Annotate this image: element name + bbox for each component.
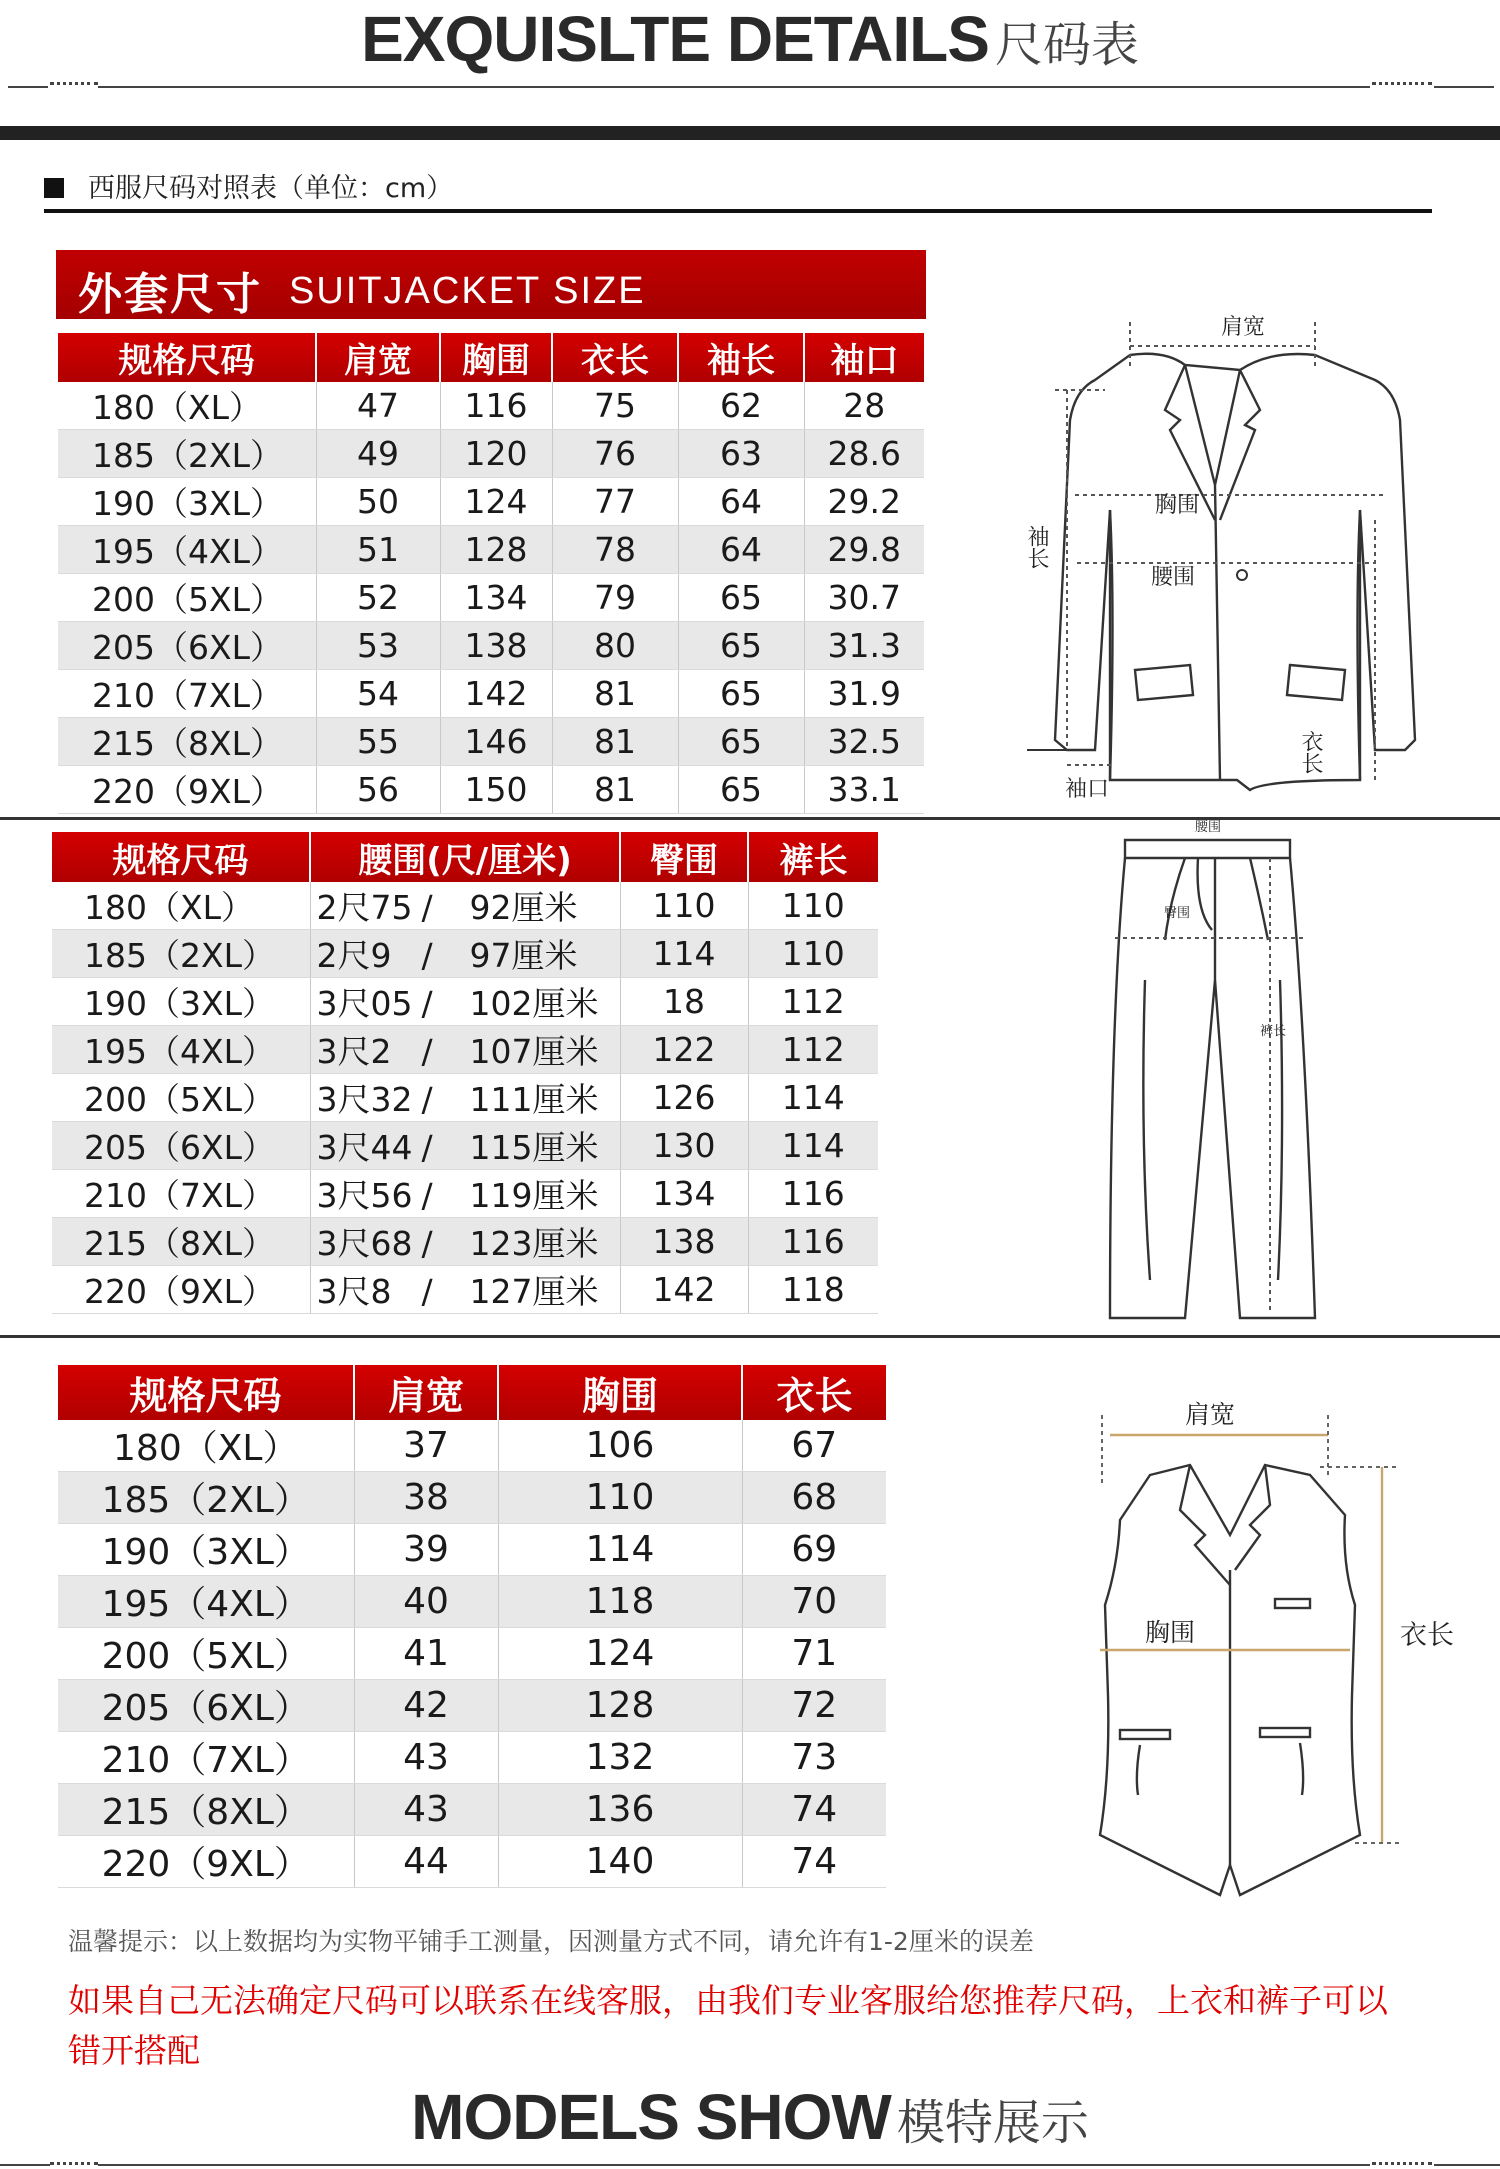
jacket-table-cell: 65: [678, 574, 804, 622]
pants-waist-cell: [310, 978, 620, 1026]
header-dots-right: [1372, 82, 1432, 89]
pants-waist-chi: 3尺32: [316, 1080, 413, 1119]
vest-col-shoulder: 肩宽: [354, 1365, 498, 1420]
vest-table-cell: 132: [498, 1732, 742, 1784]
jacket-table-cell: 55: [316, 718, 440, 766]
pants-table-row: [52, 1218, 878, 1266]
footer-dots-left: [50, 2162, 98, 2169]
jacket-table-cell: 33.1: [804, 766, 924, 814]
pants-label-length: 裤长: [1260, 1024, 1287, 1039]
jacket-table-cell: 80: [552, 622, 678, 670]
pants-outline: [1100, 820, 1340, 1330]
jacket-table-cell: 62: [678, 382, 804, 430]
jacket-table-cell: 146: [440, 718, 552, 766]
vest-table-cell: 110: [498, 1472, 742, 1524]
vest-table-row: [58, 1472, 886, 1524]
pants-waist-slash: /: [421, 1176, 433, 1215]
pants-waist-slash: /: [421, 984, 433, 1023]
pants-waist-cell: [310, 1026, 620, 1074]
jacket-table-cell: 81: [552, 718, 678, 766]
pants-waist-chi: 2尺9: [316, 936, 392, 975]
jacket-table-cell: 124: [440, 478, 552, 526]
vest-label-chest: 胸围: [1145, 1618, 1196, 1647]
vest-table-cell: 128: [498, 1680, 742, 1732]
jacket-table-cell: 63: [678, 430, 804, 478]
pants-col-hip: 臀围: [620, 832, 748, 882]
vest-table-cell: 215（8XL）: [58, 1784, 354, 1836]
vest-table-cell: 124: [498, 1628, 742, 1680]
jacket-table-row: [58, 382, 924, 430]
pants-waist-cm: 107厘米: [469, 1032, 599, 1071]
pants-waist-slash: /: [421, 936, 433, 975]
jacket-table-cell: 185（2XL）: [58, 430, 316, 478]
jacket-col-size: 规格尺码: [58, 333, 316, 382]
jacket-table-cell: 29.8: [804, 526, 924, 574]
jacket-table-cell: 128: [440, 526, 552, 574]
pants-table-row: [52, 978, 878, 1026]
jacket-table-cell: 32.5: [804, 718, 924, 766]
jacket-table-cell: 138: [440, 622, 552, 670]
jacket-table-cell: 134: [440, 574, 552, 622]
jacket-table-cell: 65: [678, 718, 804, 766]
pants-size-cell: 180（XL）: [52, 882, 310, 930]
vest-table-cell: 71: [742, 1628, 886, 1680]
pants-waist-cm: 92厘米: [469, 888, 578, 927]
vest-table-row: [58, 1836, 886, 1888]
subtitle-text: 西服尺码对照表（单位：cm）: [88, 173, 454, 204]
vest-table-cell: 195（4XL）: [58, 1576, 354, 1628]
vest-table-cell: 42: [354, 1680, 498, 1732]
pants-hip-cell: 130: [620, 1122, 748, 1170]
pants-table-body: [52, 882, 878, 1314]
section-bar: [0, 126, 1500, 140]
pants-hip-cell: 114: [620, 930, 748, 978]
vest-diagram: [1080, 1395, 1454, 1905]
jacket-table-cell: 65: [678, 670, 804, 718]
jacket-table-cell: 81: [552, 670, 678, 718]
jacket-table-cell: 210（7XL）: [58, 670, 316, 718]
models-show-en: MODELS SHOW: [411, 2081, 891, 2153]
pants-hip-cell: 126: [620, 1074, 748, 1122]
pants-waist-cell: [310, 1122, 620, 1170]
pants-table-row: [52, 1074, 878, 1122]
pants-waist-cell: [310, 1218, 620, 1266]
jacket-table-cell: 77: [552, 478, 678, 526]
pants-waist-cm: 119厘米: [469, 1176, 599, 1215]
vest-table-cell: 210（7XL）: [58, 1732, 354, 1784]
pants-label-waist: 腰围: [1195, 820, 1222, 835]
pants-col-length: 裤长: [748, 832, 878, 882]
jacket-col-shoulder: 肩宽: [316, 333, 440, 382]
pants-size-cell: 200（5XL）: [52, 1074, 310, 1122]
pants-waist-chi: 3尺44: [316, 1128, 413, 1167]
jacket-outline: [1015, 310, 1435, 800]
jacket-table-cell: 205（6XL）: [58, 622, 316, 670]
pants-size-table: [52, 832, 878, 1314]
vest-table-header: [58, 1365, 886, 1420]
vest-table-cell: 68: [742, 1472, 886, 1524]
vest-table-row: [58, 1784, 886, 1836]
bullet-square-icon: [44, 178, 64, 198]
models-show-title: [0, 2080, 1500, 2154]
jacket-label-length: 衣长: [1298, 730, 1323, 774]
pants-length-cell: 116: [748, 1218, 878, 1266]
vest-table-cell: 37: [354, 1420, 498, 1472]
pants-length-cell: 110: [748, 882, 878, 930]
jacket-size-table: [58, 333, 924, 814]
jacket-table-cell: 120: [440, 430, 552, 478]
vest-table-row: [58, 1576, 886, 1628]
jacket-table-cell: 75: [552, 382, 678, 430]
jacket-diagram: [1015, 310, 1435, 800]
vest-table-cell: 185（2XL）: [58, 1472, 354, 1524]
vest-table-row: [58, 1628, 886, 1680]
jacket-table-cell: 200（5XL）: [58, 574, 316, 622]
pants-table-row: [52, 1026, 878, 1074]
jacket-table-cell: 150: [440, 766, 552, 814]
pants-size-cell: 215（8XL）: [52, 1218, 310, 1266]
jacket-table-row: [58, 718, 924, 766]
vest-table-cell: 39: [354, 1524, 498, 1576]
vest-table-row: [58, 1420, 886, 1472]
pants-size-cell: 220（9XL）: [52, 1266, 310, 1314]
pants-waist-cell: [310, 1170, 620, 1218]
pants-size-cell: 185（2XL）: [52, 930, 310, 978]
jacket-table-cell: 28: [804, 382, 924, 430]
vest-table-row: [58, 1524, 886, 1576]
pants-length-cell: 112: [748, 978, 878, 1026]
jacket-table-cell: 56: [316, 766, 440, 814]
pants-hip-cell: 142: [620, 1266, 748, 1314]
vest-table-cell: 38: [354, 1472, 498, 1524]
pants-size-cell: 210（7XL）: [52, 1170, 310, 1218]
vest-table-cell: 220（9XL）: [58, 1836, 354, 1888]
pants-size-cell: 195（4XL）: [52, 1026, 310, 1074]
section-divider-2: [0, 1335, 1500, 1338]
vest-table-cell: 73: [742, 1732, 886, 1784]
jacket-label-waist: 腰围: [1151, 565, 1196, 590]
jacket-table-cell: 31.9: [804, 670, 924, 718]
jacket-table-row: [58, 766, 924, 814]
jacket-table-row: [58, 430, 924, 478]
pants-waist-slash: /: [421, 1032, 433, 1071]
jacket-table-header: [58, 333, 924, 382]
jacket-table-cell: 81: [552, 766, 678, 814]
jacket-table-cell: 116: [440, 382, 552, 430]
pants-length-cell: 114: [748, 1074, 878, 1122]
vest-table-cell: 70: [742, 1576, 886, 1628]
pants-length-cell: 118: [748, 1266, 878, 1314]
vest-table-cell: 74: [742, 1784, 886, 1836]
vest-col-length: 衣长: [742, 1365, 886, 1420]
jacket-table-cell: 51: [316, 526, 440, 574]
jacket-col-sleeve: 袖长: [678, 333, 804, 382]
vest-label-shoulder: 肩宽: [1185, 1400, 1236, 1429]
jacket-table-cell: 47: [316, 382, 440, 430]
jacket-table-cell: 28.6: [804, 430, 924, 478]
vest-size-table: [58, 1365, 886, 1888]
vest-table-cell: 136: [498, 1784, 742, 1836]
jacket-table-cell: 78: [552, 526, 678, 574]
vest-table-cell: 118: [498, 1576, 742, 1628]
vest-table-body: [58, 1420, 886, 1888]
pants-waist-chi: 3尺68: [316, 1224, 413, 1263]
jacket-table-cell: 64: [678, 478, 804, 526]
pants-size-cell: 205（6XL）: [52, 1122, 310, 1170]
pants-col-size: 规格尺码: [52, 832, 310, 882]
jacket-table-cell: 29.2: [804, 478, 924, 526]
pants-table-header: [52, 832, 878, 882]
pants-hip-cell: 110: [620, 882, 748, 930]
vest-table-cell: 67: [742, 1420, 886, 1472]
pants-waist-cm: 127厘米: [469, 1272, 599, 1311]
vest-table-cell: 200（5XL）: [58, 1628, 354, 1680]
customer-service-note: 如果自己无法确定尺码可以联系在线客服，由我们专业客服给您推荐尺码，上衣和裤子可以错开搭配: [68, 1981, 1388, 2070]
jacket-table-row: [58, 622, 924, 670]
vest-table-cell: 140: [498, 1836, 742, 1888]
jacket-table-row: [58, 478, 924, 526]
jacket-col-chest: 胸围: [440, 333, 552, 382]
jacket-table-cell: 190（3XL）: [58, 478, 316, 526]
pants-waist-slash: /: [421, 1128, 433, 1167]
footer-rule-mid: [98, 2164, 1370, 2166]
jacket-table-cell: 180（XL）: [58, 382, 316, 430]
header-rule: [98, 86, 1370, 88]
vest-table-cell: 190（3XL）: [58, 1524, 354, 1576]
pants-table-row: [52, 1266, 878, 1314]
footer-dots-right: [1372, 2162, 1432, 2169]
pants-hip-cell: 18: [620, 978, 748, 1026]
vest-table-cell: 43: [354, 1732, 498, 1784]
pants-waist-cm: 102厘米: [469, 984, 599, 1023]
jacket-label-sleeve: 袖长: [1024, 525, 1049, 569]
jacket-table-cell: 54: [316, 670, 440, 718]
jacket-table-cell: 142: [440, 670, 552, 718]
vest-table-cell: 205（6XL）: [58, 1680, 354, 1732]
pants-size-cell: 190（3XL）: [52, 978, 310, 1026]
jacket-table-cell: 30.7: [804, 574, 924, 622]
jacket-table-cell: 49: [316, 430, 440, 478]
size-chart-subtitle: [44, 166, 453, 205]
pants-hip-cell: 122: [620, 1026, 748, 1074]
pants-hip-cell: 138: [620, 1218, 748, 1266]
footer-rule-left: [0, 2164, 50, 2166]
pants-waist-chi: 3尺8: [316, 1272, 392, 1311]
jacket-table-cell: 215（8XL）: [58, 718, 316, 766]
page-header: [0, 0, 1500, 110]
pants-waist-chi: 3尺2: [316, 1032, 392, 1071]
pants-length-cell: 114: [748, 1122, 878, 1170]
pants-waist-cm: 111厘米: [469, 1080, 599, 1119]
vest-table-row: [58, 1680, 886, 1732]
pants-length-cell: 112: [748, 1026, 878, 1074]
pants-waist-slash: /: [421, 1080, 433, 1119]
pants-table-row: [52, 1122, 878, 1170]
pants-waist-cm: 123厘米: [469, 1224, 599, 1263]
footer-rule-right: [1434, 2164, 1500, 2166]
vest-table-cell: 44: [354, 1836, 498, 1888]
jacket-table-cell: 31.3: [804, 622, 924, 670]
pants-waist-slash: /: [421, 1272, 433, 1311]
pants-diagram: [1100, 820, 1340, 1330]
vest-table-cell: 40: [354, 1576, 498, 1628]
jacket-table-cell: 64: [678, 526, 804, 574]
pants-waist-chi: 3尺05: [316, 984, 413, 1023]
jacket-col-cuff: 袖口: [804, 333, 924, 382]
pants-length-cell: 110: [748, 930, 878, 978]
jacket-table-cell: 65: [678, 622, 804, 670]
jacket-col-length: 衣长: [552, 333, 678, 382]
vest-table-cell: 72: [742, 1680, 886, 1732]
vest-table-cell: 43: [354, 1784, 498, 1836]
pants-table-row: [52, 1170, 878, 1218]
vest-table-cell: 180（XL）: [58, 1420, 354, 1472]
jacket-table-cell: 65: [678, 766, 804, 814]
jacket-table-row: [58, 670, 924, 718]
pants-waist-chi: 2尺75: [316, 888, 413, 927]
pants-waist-slash: /: [421, 1224, 433, 1263]
pants-waist-cm: 97厘米: [469, 936, 578, 975]
pants-label-hip: 臀围: [1164, 906, 1191, 921]
pants-length-cell: 116: [748, 1170, 878, 1218]
subtitle-rule: [44, 209, 1432, 213]
vest-outline: [1080, 1395, 1420, 1905]
jacket-table-cell: 50: [316, 478, 440, 526]
pants-table-row: [52, 930, 878, 978]
pants-waist-slash: /: [421, 888, 433, 927]
header-rule-left: [8, 86, 48, 88]
jacket-banner-cn: 外套尺寸: [78, 269, 262, 320]
vest-table-cell: 69: [742, 1524, 886, 1576]
models-show-cn: 模特展示: [896, 2095, 1089, 2151]
vest-table-cell: 41: [354, 1628, 498, 1680]
jacket-banner-en: SUITJACKET SIZE: [289, 270, 646, 312]
pants-col-waist: 腰围(尺/厘米): [310, 832, 620, 882]
jacket-table-row: [58, 574, 924, 622]
vest-table-cell: 106: [498, 1420, 742, 1472]
jacket-table-cell: 76: [552, 430, 678, 478]
jacket-label-shoulder: 肩宽: [1221, 315, 1266, 340]
jacket-banner: [56, 250, 926, 319]
page-title-en: EXQUISLTE DETAILS: [361, 3, 989, 75]
vest-table-row: [58, 1732, 886, 1784]
pants-waist-cm: 115厘米: [469, 1128, 599, 1167]
page-title: [0, 2, 1500, 76]
pants-waist-cell: [310, 930, 620, 978]
jacket-table-cell: 195（4XL）: [58, 526, 316, 574]
pants-waist-cell: [310, 1266, 620, 1314]
pants-waist-cell: [310, 1074, 620, 1122]
vest-label-length: 衣长: [1400, 1620, 1454, 1651]
pants-hip-cell: 134: [620, 1170, 748, 1218]
jacket-label-cuff: 袖口: [1065, 777, 1110, 802]
pants-waist-chi: 3尺56: [316, 1176, 413, 1215]
measurement-note: 温馨提示：以上数据均为实物平铺手工测量，因测量方式不同，请允许有1-2厘米的误差: [68, 1927, 1034, 1956]
vest-col-size: 规格尺码: [58, 1365, 354, 1420]
header-rule-right: [1434, 86, 1494, 88]
vest-table-cell: 114: [498, 1524, 742, 1576]
vest-table-cell: 74: [742, 1836, 886, 1888]
pants-table-row: [52, 882, 878, 930]
vest-col-chest: 胸围: [498, 1365, 742, 1420]
pants-waist-cell: [310, 882, 620, 930]
jacket-table-cell: 53: [316, 622, 440, 670]
jacket-table-cell: 52: [316, 574, 440, 622]
jacket-table-row: [58, 526, 924, 574]
jacket-label-chest: 胸围: [1155, 493, 1200, 518]
jacket-table-body: [58, 382, 924, 814]
header-dots-left: [50, 82, 98, 89]
page-title-cn: 尺码表: [994, 17, 1139, 73]
jacket-table-cell: 220（9XL）: [58, 766, 316, 814]
jacket-table-cell: 79: [552, 574, 678, 622]
